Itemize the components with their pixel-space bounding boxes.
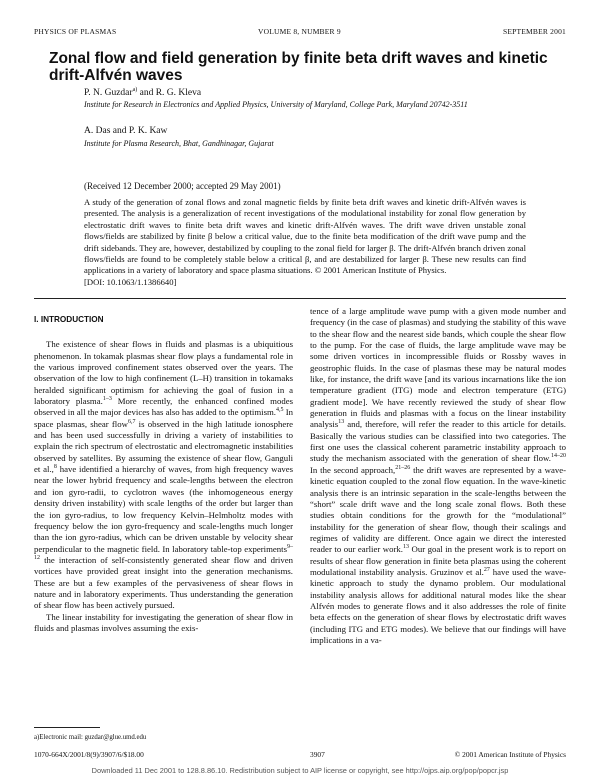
author-names: A. Das and P. K. Kaw xyxy=(84,126,168,136)
paragraph: The existence of shear flows in fluids and plasmas is a ubiquitious phenomenon. In tokamak plasmas shear flow plays a fundamental role in the various improved confinement states observed over the years. The observation of the low to high confinement (L–H) transition in tokamaks heralded significant optimism for achieving the goal of fusion in a laboratory plasma.$^{1-3}$ More recently, the enhanced confined modes observed in all the major devices has also has added to the optimism.$^{4,5}$ In space plasmas, shear flow$^{6,7}$ is observed in the high latitude ionosphere and has been used successfully in driving a variety of instabilities to explain the rich spectrum of electrostatic and electromagnetic instabilities observed by satellites. By assuming the existence of shear flow, Ganguli et al.,$^8$ have identified a hierarchy of waves, from high frequency waves near the lower hybrid frequency and scale-lengths between the electron and ion gyro-radii, to cyclotron waves (the inhomogeneous energy density driven instability) with scale lengths of the order but larger than the ion gyro-radius, to low frequency Kelvin–Helmholtz modes with frequency below the ion gyro-frequency and scale-lengths much longer than the ion gyro-radius, which can be driven unstable by velocity shear perpendicular to the magnetic field. In laboratory table-top experiments$^{9-12}$ the interaction of self-consistently generated shear flow and driven vortices have provided great insight into the generation mechanisms. These are but a few examples of the pervasiveness of shear flows in nature and in laboratory experiments. Thus understanding the generation of shear flow has been actively pursued. xyxy=(34,339,294,611)
journal-name: PHYSICS OF PLASMAS xyxy=(34,27,117,36)
footnote: a)Electronic mail: guzdar@glue.umd.edu xyxy=(34,734,147,741)
abstract xyxy=(84,197,526,288)
footnote-rule xyxy=(34,727,100,728)
issn-price: 1070-664X/2001/8(9)/3907/6/$18.00 xyxy=(34,750,144,759)
doi: [DOI: 10.1063/1.1386640] xyxy=(84,276,177,287)
right-column xyxy=(310,306,566,646)
abstract-text: A study of the generation of zonal flows and zonal magnetic fields by finite beta drift waves and kinetic drift-Alfvén waves is presented. The analysis is a generalization of recent investigations of the modulational instability for zonal flow generation by electrostatic drift waves to finite beta drift waves and kinetic drift-Alfvén waves. The drift wave driven unstable zonal flows/fields are stabilized by finite β below a critical value, due to the finite beta modification of the drift wave pump and the drift sidebands. They are, however, destabilized by coupling to the zonal field for larger β. The drift-Alfvén branch driven zonal flows/fields are found to be completely stable below a critical β, and are destabilized for larger β. These new results can find applications in a variety of laboratory and space plasma situations. © 2001 American Institute of Physics. xyxy=(84,197,526,276)
footnote-mark: a) xyxy=(132,86,138,93)
volume-number: VOLUME 8, NUMBER 9 xyxy=(258,27,341,36)
download-notice: Downloaded 11 Dec 2001 to 128.8.86.10. Redistribution subject to AIP license or copyright, see http://ojps.aip.org/pop/popcr.jsp xyxy=(91,766,509,775)
paper-title: Zonal flow and field generation by finite beta drift waves and kinetic drift-Alfvén waves xyxy=(49,50,548,84)
author-line-1 xyxy=(84,88,201,98)
received-dates: (Received 12 December 2000; accepted 29 May 2001) xyxy=(84,181,281,191)
page-number: 3907 xyxy=(310,750,325,759)
author-names: P. N. Guzdar xyxy=(84,88,133,98)
copyright: © 2001 American Institute of Physics xyxy=(454,750,566,759)
separator-rule xyxy=(34,298,566,299)
section-heading: I. INTRODUCTION xyxy=(34,315,104,324)
affiliation-1: Institute for Research in Electronics and Applied Physics, University of Maryland, College Park, Maryland 20742-3511 xyxy=(84,100,468,109)
paragraph: tence of a large amplitude wave pump with a given mode number and frequency (in the case of plasmas) and studying the stability of this wave to the shear flow and the nearest side bands, which couple the shear flow to the pump. For the case of fluids, the large amplitude wave may be some driven vortices in incompressible fluids or Rossby waves in geostrophic fluids. In the case of plasmas these may be natural modes like, for instance, the drift wave [and its various incarnations like the ion temperature gradient (ITG) mode and electron temperature (ETG) gradient mode]. We have recently reviewed the study of shear flow generation in fluids and plasmas with a focus on the linear instability analysis$^{13}$ and, therefore, will refer the reader to this article for details. Basically the various studies can be classified into two categories. The first one uses the classical coherent parametric instability approach to study the mechanism associated with the generation of shear flow.$^{14-20}$ In the second approach,$^{21-26}$ the drift waves are represented by a wave-kinetic equation coupled to the zonal flow equation. In the wave-kinetic analysis there is an intrinsic separation in the scale-lengths between the “short” scale drift wave and the long scale zonal flows. Both these studies obtain conditions for the growth for the “modulational” instability for the generation of shear flow, though their scalings and regimes of validity are different. Once again we direct the interested reader to our earlier work.$^{13}$ Our goal in the present work is to report on results of shear flow generation in finite beta plasmas using the coherent modulational instability analysis. Gruzinov et al.$^{27}$ have used the wave-kinetic approach to study the dynamo problem. Our modulational instability analysis allows for additional natural modes like the shear Alfvén modes to generate flows and it also addresses the role of finite beta effects on the generation of shear flows by electrostatic drift waves (including ITG and ETG modes). We believe that our findings will have implications in a va- xyxy=(310,306,567,645)
paragraph: The linear instability for investigating the generation of shear flow in fluids and plasmas involves assuming the exis- xyxy=(34,611,293,633)
affiliation-2: Institute for Plasma Research, Bhat, Gandhinagar, Gujarat xyxy=(84,139,274,148)
author-names-rest: and R. G. Kleva xyxy=(137,88,202,98)
issue-date: SEPTEMBER 2001 xyxy=(502,27,566,36)
left-column xyxy=(34,314,293,634)
author-line-2 xyxy=(84,126,167,136)
